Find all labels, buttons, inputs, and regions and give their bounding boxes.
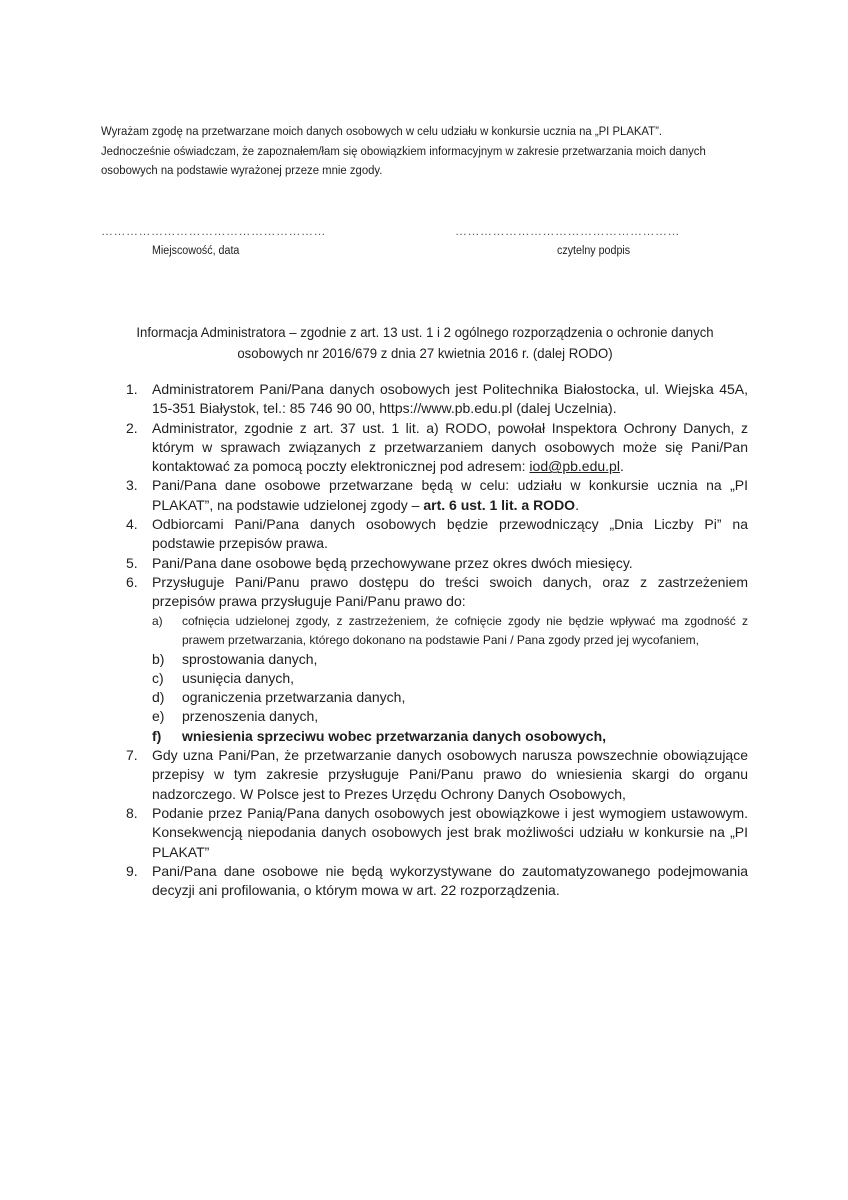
list-item xyxy=(126,573,748,746)
list-item xyxy=(126,804,748,862)
item-text xyxy=(152,419,748,477)
info-heading: Informacja Administratora – zgodnie z art. 13 ust. 1 i 2 ogólnego rozporządzenia o ochronie danych osobowych nr 2016/679 z dnia 27 kwietnia 2016 r. (dalej RODO) xyxy=(136,324,714,361)
sub-mark: b) xyxy=(152,650,165,667)
sub-mark: d) xyxy=(152,689,165,706)
item-number: 3. xyxy=(126,477,138,494)
info-list xyxy=(126,380,748,900)
item-text: Odbiorcami Pani/Pana danych osobowych będzie przewodniczący „Dnia Liczby Pi” na podstawie przepisów prawa. xyxy=(152,516,748,552)
rights-sublist xyxy=(152,612,748,746)
list-item xyxy=(126,515,748,554)
sub-text: wniesienia sprzeciwu wobec przetwarzania danych osobowych, xyxy=(182,727,607,744)
place-date-label: Miejscowość, data xyxy=(152,245,240,257)
place-date-line: ……………………………………………… xyxy=(101,224,326,238)
item-text: Podanie przez Panią/Pana danych osobowych jest obowiązkowe i jest wymogiem ustawowym. Konsekwencją niepodania danych osobowych jest brak możliwości udziału w konkursie na „PI PLAKAT” xyxy=(152,804,748,860)
sub-mark: e) xyxy=(152,708,165,725)
sub-text: sprostowania danych, xyxy=(182,650,318,667)
sublist-item xyxy=(152,669,748,688)
list-item xyxy=(126,554,748,573)
signature-line: ……………………………………………… xyxy=(455,224,680,238)
item-number: 8. xyxy=(126,804,138,821)
signature-label: czytelny podpis xyxy=(557,245,631,257)
item-text: Administratorem Pani/Pana danych osobowych jest Politechnika Białostocka, ul. Wiejska 45A, 15-351 Białystok, tel.: 85 746 90 00, https://www.pb.edu.pl (dalej Uczelnia). xyxy=(152,381,748,417)
list-item xyxy=(126,476,748,515)
item-text: Przysługuje Pani/Panu prawo dostępu do treści swoich danych, oraz z zastrzeżeniem przepisów prawa przysługuje Pani/Panu prawo do: xyxy=(152,573,748,610)
consent-statement: Wyrażam zgodę na przetwarzane moich danych osobowych w celu udziału w konkursie ucznia na „PI PLAKAT”. Jednocześnie oświadczam, że zapoznałem/łam się obowiązkiem informacyjnym w zakresie przetwarzania moich danych osobowych na podstawie wyrażonej przeze mnie zgody. xyxy=(101,124,706,177)
sublist-item xyxy=(152,727,748,746)
item-number: 5. xyxy=(126,554,138,571)
sub-mark: c) xyxy=(152,669,164,686)
sub-mark: a) xyxy=(152,613,163,628)
item-number: 6. xyxy=(126,573,138,590)
sub-text: cofnięcia udzielonej zgody, z zastrzeżeniem, że cofnięcie zgody nie będzie wpływać ma zgodność z prawem przetwarzania, którego dokonano na podstawie Pani / Pana zgody przed jej wycofaniem, xyxy=(182,613,748,647)
sub-mark: f) xyxy=(152,727,162,744)
sub-text: przenoszenia danych, xyxy=(182,708,319,725)
sublist-item xyxy=(152,707,748,726)
item-text: Gdy uzna Pani/Pan, że przetwarzanie danych osobowych narusza powszechnie obowiązujące przepisy w tym zakresie przysługuje Pani/Panu prawo do wniesienia skargi do organu nadzorczego. W Polsce jest to Prezes Urzędu Ochrony Danych Osobowych, xyxy=(152,747,748,802)
item-number: 9. xyxy=(126,862,138,879)
list-item xyxy=(126,380,748,419)
list-item xyxy=(126,862,748,901)
item-text xyxy=(152,476,748,515)
item-text: Pani/Pana dane osobowe będą przechowywane przez okres dwóch miesięcy. xyxy=(152,554,633,571)
sublist-item xyxy=(152,688,748,707)
list-item xyxy=(126,746,748,804)
list-item xyxy=(126,419,748,477)
item-number: 4. xyxy=(126,516,138,533)
sub-text: ograniczenia przetwarzania danych, xyxy=(182,689,406,706)
sublist-item xyxy=(152,612,748,650)
item-text-end: . xyxy=(619,458,624,475)
item-number: 2. xyxy=(126,419,138,436)
legal-basis: art. 6 ust. 1 lit. a RODO xyxy=(423,496,576,513)
item-text-end: . xyxy=(575,496,579,513)
item-text-part: Administrator, zgodnie z art. 37 ust. 1 lit. a) RODO, powołał Inspektora Ochrony Danych, z którym w sprawach związanych z przetwarzaniem danych osobowych może się Pani/Pan kontaktować za pomocą poczty elektronicznej pod adresem: xyxy=(152,419,748,475)
item-text-part: Pani/Pana dane osobowe przetwarzane będą w celu: udziału w konkursie ucznia na „PI PLAKAT”, na podstawie udzielonej zgody – xyxy=(152,477,748,513)
sublist-item xyxy=(152,650,748,669)
iod-email-link[interactable]: iod@pb.edu.pl xyxy=(529,458,620,475)
item-number: 1. xyxy=(126,381,138,397)
item-number: 7. xyxy=(126,747,138,764)
sub-text: usunięcia danych, xyxy=(182,669,295,686)
item-text: Pani/Pana dane osobowe nie będą wykorzystywane do zautomatyzowanego podejmowania decyzji ani profilowania, o którym mowa w art. 22 rozporządzenia. xyxy=(152,862,748,899)
